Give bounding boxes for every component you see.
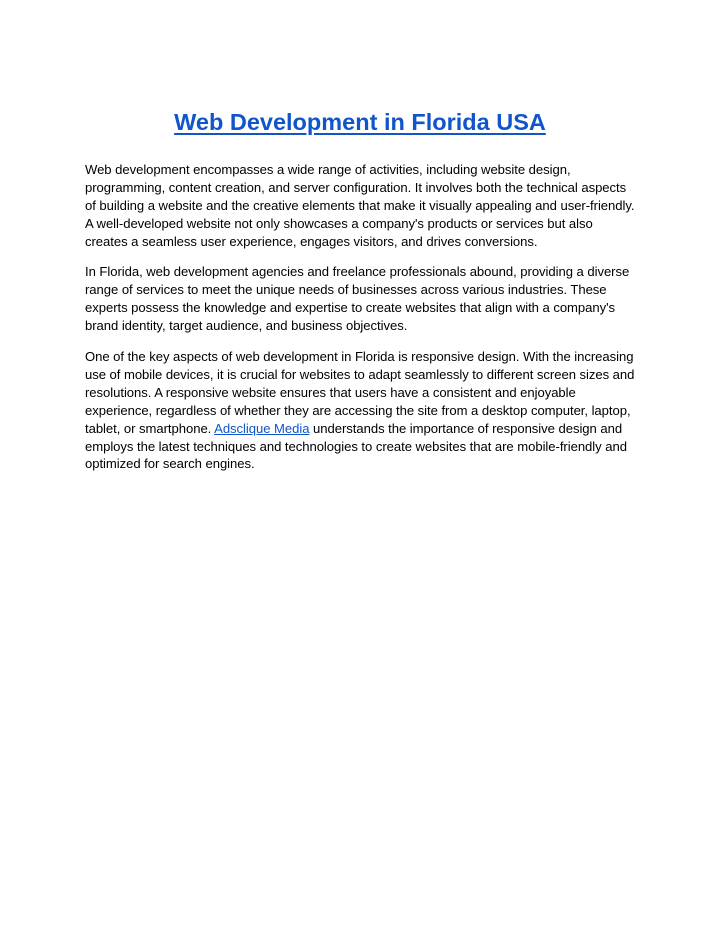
text-line: experience, regardless of whether they are accessing the site from a desktop computer, laptop, [85, 402, 631, 418]
adsclique-media-link[interactable]: Adsclique Media [214, 420, 310, 436]
title-link[interactable]: Web Development in Florida USA [174, 109, 546, 135]
text-line: One of the key aspects of web development in Florida is responsive design. With the increasing [85, 349, 634, 364]
text-line: creates a seamless user experience, engages visitors, and drives conversions. [85, 233, 538, 249]
paragraph-florida-agencies [85, 263, 641, 335]
paragraph-intro [85, 161, 641, 251]
text-line: brand identity, target audience, and business objectives. [85, 317, 408, 333]
text-line: of building a website and the creative elements that make it visually appealing and user-friendly. [85, 197, 635, 213]
text-line: use of mobile devices, it is crucial for websites to adapt seamlessly to different screen sizes and [85, 366, 635, 382]
text-line: programming, content creation, and server configuration. It involves both the technical aspects [85, 179, 627, 195]
text-line: Web development encompasses a wide range of activities, including website design, [85, 162, 571, 177]
text-line: resolutions. A responsive website ensures that users have a consistent and enjoyable [85, 384, 576, 400]
link-prefix-text: tablet, or smartphone. [85, 420, 215, 436]
paragraph-responsive-design [85, 348, 641, 473]
page-title [0, 106, 720, 138]
text-line: experts possess the knowledge and expertise to create websites that align with a company's [85, 299, 616, 315]
link-suffix-text: understands the importance of responsive design and [309, 420, 623, 436]
text-line: A well-developed website not only showcases a company's products or services but also [85, 215, 593, 231]
text-line: range of services to meet the unique needs of businesses across various industries. These [85, 281, 607, 297]
text-line: optimized for search engines. [85, 456, 255, 472]
text-line: employs the latest techniques and technologies to create websites that are mobile-friendly and [85, 438, 627, 454]
text-line-with-link [85, 420, 641, 438]
text-line: In Florida, web development agencies and freelance professionals abound, providing a diverse [85, 264, 630, 279]
